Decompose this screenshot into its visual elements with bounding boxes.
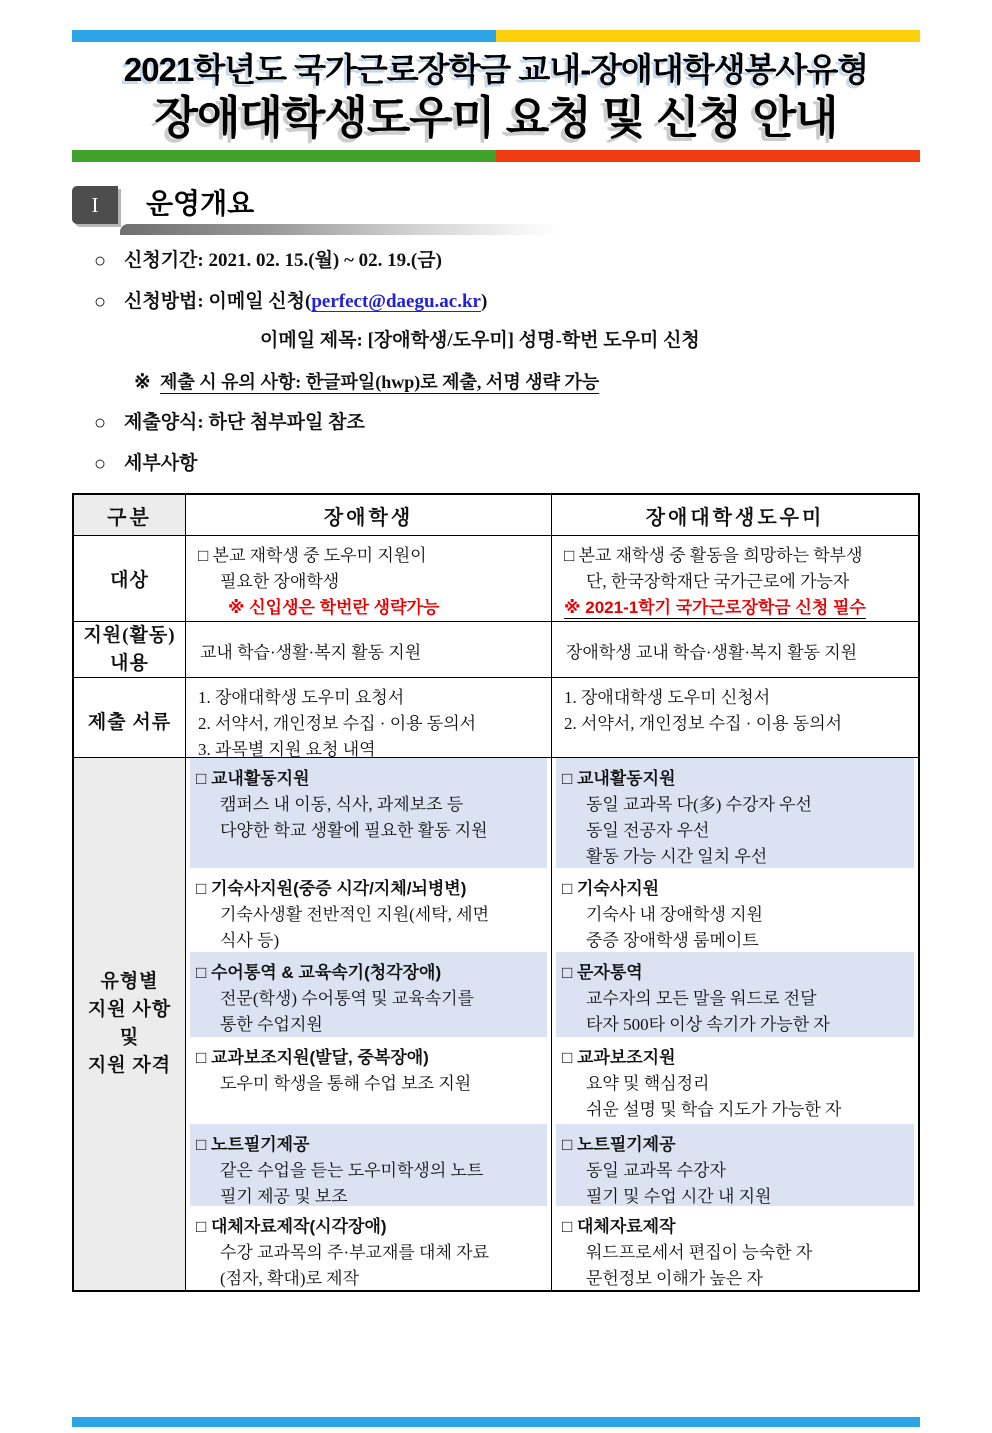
target-right-cell: [551, 536, 918, 625]
type-note-left-title: □ 노트필기제공: [196, 1135, 310, 1154]
type-dorm-right-line2: 중증 장애학생 룸메이트: [586, 931, 759, 950]
circle-bullet-icon: ○: [94, 250, 107, 272]
section-header: [72, 186, 920, 234]
row-label-target: 대상: [110, 569, 149, 591]
type-note-left-cell: [185, 1124, 551, 1206]
table-row-target: [74, 535, 918, 621]
target-right-line1: □ 본교 재학생 중 활동을 희망하는 학부생: [564, 546, 863, 565]
type-campus-left-line1: 캠퍼스 내 이동, 식사, 과제보조 등: [220, 795, 464, 814]
column-header-category: 구분: [74, 495, 185, 535]
type-material-left-line1: 수강 교과목의 주·부교재를 대체 자료: [220, 1243, 489, 1262]
header-top-bar: [72, 30, 920, 42]
type-note-right-title: □ 노트필기제공: [562, 1135, 676, 1154]
content-right-cell: 장애학생 교내 학습·생활·복지 활동 지원: [551, 622, 918, 678]
type-material-left-cell: [185, 1206, 551, 1290]
target-left-red-note: ※ 신입생은 학번란 생략가능: [228, 598, 440, 617]
type-material-right-cell: [551, 1206, 918, 1290]
type-class-right-line1: 요약 및 핵심정리: [586, 1074, 710, 1093]
document-page: [72, 30, 920, 1292]
documents-right-item2: 2. 서약서, 개인정보 수집 · 이용 동의서: [564, 714, 843, 733]
type-note-right-line2: 필기 및 수업 시간 내 지원: [586, 1187, 772, 1206]
details-text: 세부사항: [124, 453, 198, 474]
top-bar-blue-segment: [72, 30, 496, 42]
type-sign-right-line2: 타자 500타 이상 속기가 가능한 자: [586, 1015, 830, 1034]
documents-left-item3: 3. 과목별 지원 요청 내역: [198, 740, 376, 759]
type-material-left-title: □ 대체자료제작(시각장애): [196, 1217, 387, 1236]
target-right-red-note: ※ 2021-1학기 국가근로장학금 신청 필수: [564, 598, 866, 617]
type-note-right-cell: [551, 1124, 918, 1206]
type-class-left-cell: [185, 1037, 551, 1124]
type-sign-left-cell: [185, 952, 551, 1037]
type-dorm-right-line1: 기숙사 내 장애학생 지원: [586, 905, 763, 924]
table-row-types: [74, 757, 918, 1290]
method-suffix: ): [480, 291, 488, 312]
submission-note-line: [134, 368, 920, 396]
types-label-line4: 지원 자격: [87, 1055, 172, 1076]
period-text: 신청기간: 2021. 02. 15.(월) ~ 02. 19.(금): [124, 250, 442, 271]
type-sign-right-cell: [551, 952, 918, 1037]
types-label-line2: 지원 사항: [87, 999, 172, 1020]
type-material-right-line2: 문헌정보 이해가 높은 자: [586, 1269, 763, 1288]
type-sign-left-line1: 전문(학생) 수어통역 및 교육속기를: [220, 989, 474, 1008]
type-dorm-right-cell: [551, 868, 918, 952]
type-sign-right-line1: 교수자의 모든 말을 워드로 전달: [586, 989, 817, 1008]
target-left-cell: [185, 536, 551, 625]
type-material-right-title: □ 대체자료제작: [562, 1217, 676, 1236]
types-label-line1: 유형별: [100, 971, 159, 992]
type-campus-right-line3: 활동 가능 시간 일치 우선: [586, 847, 768, 866]
target-right-line2: 단, 한국장학재단 국가근로에 가능자: [586, 572, 850, 591]
section-numeral-badge: I: [72, 186, 118, 224]
document-title: 장애대학생도우미 요청 및 신청 안내: [154, 92, 838, 143]
type-campus-right-title: □ 교내활동지원: [562, 769, 676, 788]
circle-bullet-icon: ○: [94, 412, 107, 434]
row-label-types: [74, 758, 185, 1290]
type-sign-left-line2: 통한 수업지원: [220, 1015, 323, 1034]
type-dorm-left-title: □ 기숙사지원(중증 시각/지체/뇌병변): [196, 879, 467, 898]
table-row-documents: [74, 677, 918, 757]
details-table: [72, 493, 920, 1292]
type-material-right-line1: 워드프로세서 편집이 능숙한 자: [586, 1243, 813, 1262]
section-underline-rule: [120, 224, 560, 235]
type-note-left-line1: 같은 수업을 듣는 도우미학생의 노트: [220, 1161, 484, 1180]
overview-list: [72, 247, 920, 478]
type-class-right-title: □ 교과보조지원: [562, 1048, 676, 1067]
content-label-line2: 내용: [110, 653, 149, 674]
submission-note-text: 제출 시 유의 사항: 한글파일(hwp)로 제출, 서명 생략 가능: [160, 372, 600, 392]
documents-right-cell: [551, 678, 918, 767]
type-class-right-line2: 쉬운 설명 및 학습 지도가 가능한 자: [586, 1100, 842, 1119]
method-text: [124, 288, 487, 316]
content-label-line1: 지원(활동): [83, 625, 176, 646]
type-dorm-left-cell: [185, 868, 551, 952]
email-link[interactable]: perfect@daegu.ac.kr: [311, 291, 481, 312]
table-row-content: [74, 621, 918, 677]
row-label-content: [74, 622, 185, 678]
types-label-line3: 및: [119, 1027, 140, 1048]
documents-right-item1: 1. 장애대학생 도우미 신청서: [564, 688, 771, 707]
list-item-details: [94, 450, 920, 478]
header-bottom-bar: [72, 150, 920, 162]
type-dorm-left-line2: 식사 등): [220, 931, 280, 950]
circle-bullet-icon: ○: [94, 291, 107, 313]
column-header-helper-student: 장애대학생도우미: [551, 495, 918, 535]
type-campus-right-line1: 동일 교과목 다(多) 수강자 우선: [586, 795, 812, 814]
bottom-bar-green-segment: [72, 150, 496, 162]
type-class-left-line1: 도우미 학생을 통해 수업 보조 지원: [220, 1074, 472, 1093]
footer-bar: [72, 1417, 920, 1427]
content-left-cell: 교내 학습·생활·복지 활동 지원: [185, 622, 551, 678]
row-label-documents: 제출 서류: [87, 711, 172, 733]
circle-bullet-icon: ○: [94, 453, 107, 475]
type-material-left-line2: (점자, 확대)로 제작: [220, 1269, 360, 1288]
table-header-row: [74, 495, 918, 535]
column-header-disabled-student: 장애학생: [185, 495, 551, 535]
documents-left-cell: [185, 678, 551, 767]
type-campus-right-line2: 동일 전공자 우선: [586, 821, 710, 840]
list-item-method: [94, 288, 920, 316]
section-title: 운영개요: [146, 188, 255, 219]
bottom-bar-red-segment: [496, 150, 920, 162]
document-subtitle: 2021학년도 국가근로장학금 교내-장애대학생봉사유형: [123, 51, 869, 88]
email-subject-line: 이메일 제목: [장애학생/도우미] 성명-학번 도우미 신청: [260, 330, 700, 351]
documents-left-item1: 1. 장애대학생 도우미 요청서: [198, 688, 405, 707]
type-campus-left-title: □ 교내활동지원: [196, 769, 310, 788]
type-dorm-left-line1: 기숙사생활 전반적인 지원(세탁, 세면: [220, 905, 489, 924]
type-note-right-line1: 동일 교과목 수강자: [586, 1161, 726, 1180]
type-sign-left-title: □ 수어통역 & 교육속기(청각장애): [196, 963, 442, 982]
type-dorm-right-title: □ 기숙사지원: [562, 879, 660, 898]
list-item-form: [94, 409, 920, 437]
method-prefix: 신청방법: 이메일 신청(: [124, 291, 312, 312]
target-left-line1: □ 본교 재학생 중 도우미 지원이: [198, 546, 427, 565]
type-campus-right-cell: [551, 758, 918, 868]
type-class-left-title: □ 교과보조지원(발달, 중복장애): [196, 1048, 429, 1067]
reference-mark-icon: ※: [134, 371, 151, 393]
target-left-line2: 필요한 장애학생: [220, 572, 340, 591]
type-campus-left-line2: 다양한 학교 생활에 필요한 활동 지원: [220, 821, 488, 840]
documents-left-item2: 2. 서약서, 개인정보 수집 · 이용 동의서: [198, 714, 477, 733]
list-item-period: [94, 247, 920, 275]
type-note-left-line2: 필기 제공 및 보조: [220, 1187, 348, 1206]
type-campus-left-cell: [185, 758, 551, 868]
top-bar-yellow-segment: [496, 30, 920, 42]
type-sign-right-title: □ 문자통역: [562, 963, 643, 982]
form-text: 제출양식: 하단 첨부파일 참조: [124, 412, 365, 433]
type-class-right-cell: [551, 1037, 918, 1124]
